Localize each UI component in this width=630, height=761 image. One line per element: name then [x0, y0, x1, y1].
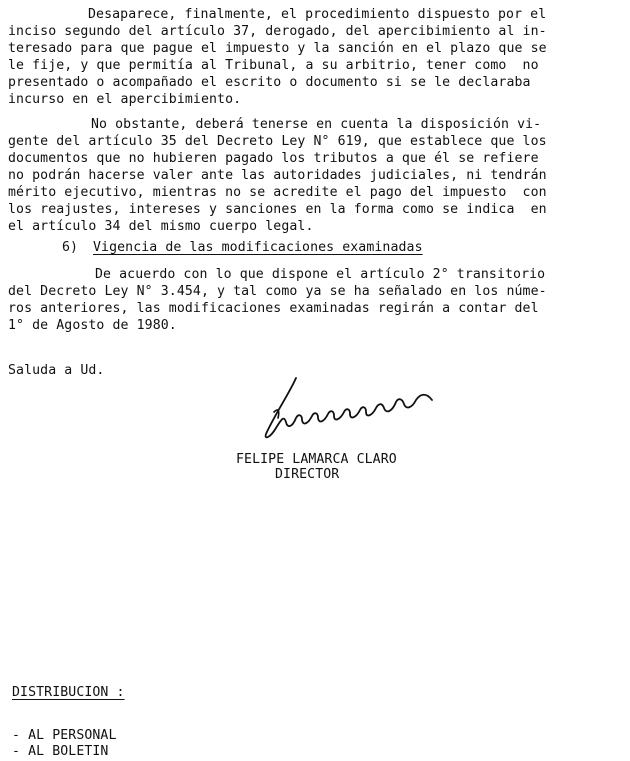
section-line-1: De acuerdo con lo que dispone el artículo 2° transitorio [95, 267, 546, 282]
signature [250, 372, 440, 447]
paragraph-2-line-5: mérito ejecutivo, mientras no se acredite el pago del impuesto con [8, 185, 547, 200]
paragraph-1-line-5: presentado o acompañado el escrito o documento si se le declaraba [8, 75, 531, 90]
paragraph-2-line-4: no podrán hacerse valer ante las autoridades judiciales, ni tendrán [8, 168, 547, 183]
paragraph-2-line-7: el artículo 34 del mismo cuerpo legal. [8, 219, 314, 234]
paragraph-2-line-2: gente del artículo 35 del Decreto Ley N° 619, que establece que los [8, 134, 547, 149]
section-line-3: ros anteriores, las modificaciones examinadas regirán a contar del [8, 301, 539, 316]
signatory-name: FELIPE LAMARCA CLARO [236, 452, 397, 467]
section-line-2: del Decreto Ley N° 3.454, y tal como ya se ha señalado en los núme- [8, 284, 547, 299]
section-line-4: 1° de Agosto de 1980. [8, 318, 177, 333]
section-heading: Vigencia de las modificaciones examinadas [93, 240, 423, 255]
closing-salutation: Saluda a Ud. [8, 363, 105, 378]
distribution-item-personal: - AL PERSONAL [12, 728, 117, 743]
paragraph-1-line-6: incurso en el apercibimiento. [8, 92, 242, 107]
paragraph-1-line-2: inciso segundo del artículo 37, derogado, del apercibimiento al in- [8, 24, 547, 39]
paragraph-2-line-1: No obstante, deberá tenerse en cuenta la disposición vi- [91, 117, 542, 132]
section-number: 6) [62, 240, 79, 255]
distribution-heading: DISTRIBUCION : [12, 685, 125, 700]
paragraph-1-line-1: Desaparece, finalmente, el procedimiento dispuesto por el [88, 7, 547, 22]
paragraph-2-line-6: los reajustes, intereses y sanciones en la forma como se indica en [8, 202, 547, 217]
signatory-title: DIRECTOR [275, 467, 340, 482]
paragraph-2-line-3: documentos que no hubieren pagado los tributos a que él se refiere [8, 151, 539, 166]
paragraph-1-line-3: teresado para que pague el impuesto y la sanción en el plazo que se [8, 41, 547, 56]
distribution-item-boletin: - AL BOLETIN [12, 744, 109, 759]
paragraph-1-line-4: le fije, y que permitía al Tribunal, a su arbitrio, tener como no [8, 58, 539, 73]
